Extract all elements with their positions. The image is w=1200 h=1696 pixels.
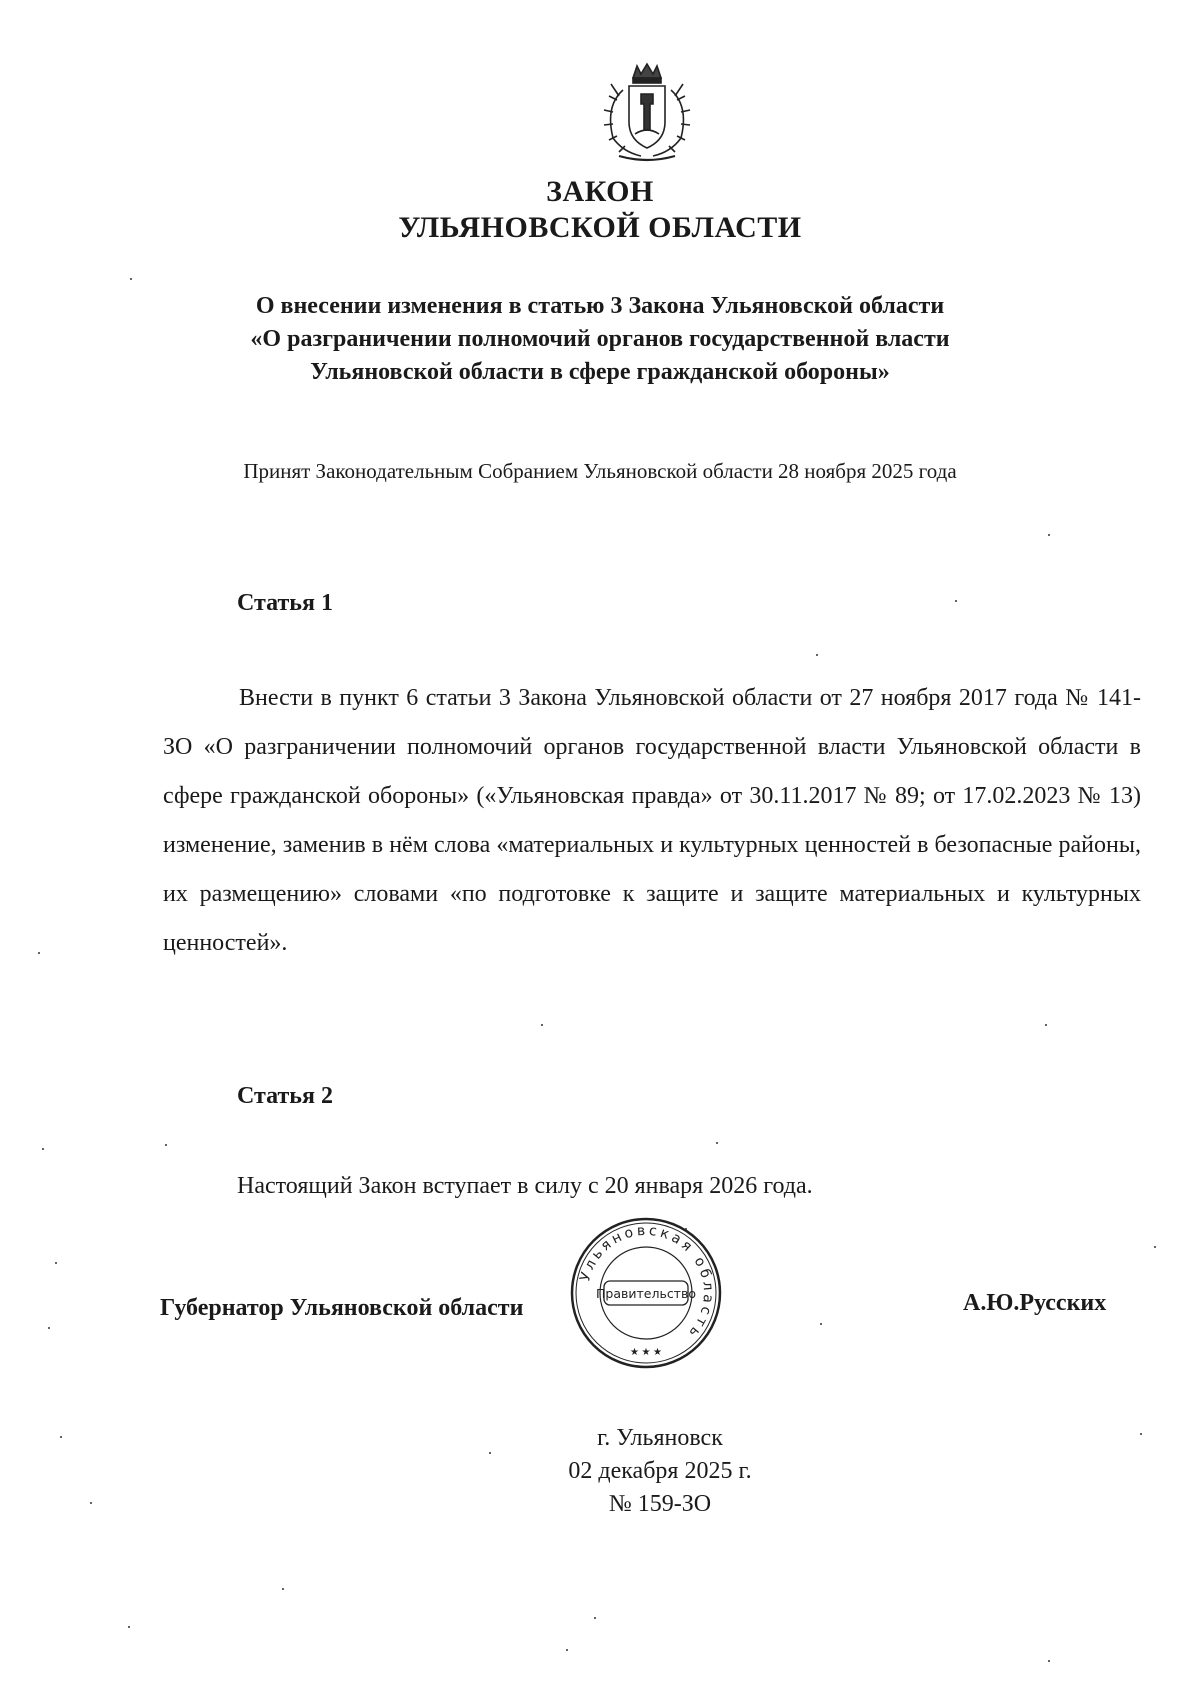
scan-speck	[130, 278, 132, 280]
law-number: № 159-ЗО	[608, 1491, 712, 1517]
city: г. Ульяновск	[597, 1425, 723, 1451]
scan-speck	[42, 1148, 44, 1150]
scan-speck	[1048, 1660, 1050, 1662]
adoption-note: Принят Законодательным Собранием Ульяновской области 28 ноября 2025 года	[243, 459, 957, 483]
scan-speck	[566, 1649, 568, 1651]
article-2-heading: Статья 2	[237, 1083, 333, 1109]
article-2-body: Настоящий Закон вступает в силу с 20 января 2026 года.	[237, 1173, 813, 1199]
scan-speck	[1154, 1246, 1156, 1248]
article-1-heading: Статья 1	[237, 590, 333, 616]
scan-speck	[541, 1024, 543, 1026]
law-title	[0, 174, 1200, 246]
scan-speck	[489, 1452, 491, 1454]
scan-speck	[165, 1144, 167, 1146]
official-seal	[568, 1215, 724, 1371]
article-1-text: Внести в пункт 6 статьи 3 Закона Ульяновской области от 27 ноября 2017 года № 141-ЗО «О разграничении полномочий органов государственной власти Ульяновской области в сфере гражданской обороны» («Ульяновская правда» от 30.11.2017 № 89; от 17.02.2023 № 13) изменение, заменив в нём слова «материальных и культурных ценностей в безопасные районы, их размещению» словами «по подготовке к защите и защите материальных и культурных ценностей».	[163, 685, 1141, 956]
scan-speck	[716, 1142, 718, 1144]
law-title-line1: ЗАКОН	[546, 175, 654, 208]
ulyanovsk-coat-of-arms-icon	[583, 60, 711, 166]
law-subject-line2: «О разграничении полномочий органов государственной власти	[250, 326, 950, 352]
scan-speck	[955, 600, 957, 602]
signatory-name: А.Ю.Русских	[963, 1290, 1107, 1316]
signing-date: 02 декабря 2025 г.	[568, 1458, 752, 1484]
law-subject-line3: Ульяновской области в сфере гражданской обороны»	[310, 359, 890, 385]
scan-speck	[48, 1327, 50, 1329]
scan-speck	[1048, 534, 1050, 536]
scan-speck	[90, 1502, 92, 1504]
place-date-number	[0, 1422, 1200, 1521]
law-subject-line1: О внесении изменения в статью 3 Закона Ульяновской области	[255, 293, 945, 319]
scan-speck	[38, 952, 40, 954]
signatory-title: Губернатор Ульяновской области	[160, 1295, 524, 1321]
scan-speck	[60, 1436, 62, 1438]
scan-speck	[820, 1323, 822, 1325]
scan-speck	[594, 1617, 596, 1619]
scan-speck	[1045, 1024, 1047, 1026]
scan-speck	[55, 1262, 57, 1264]
scan-speck	[685, 1228, 687, 1230]
seal-ring-text: Ульяновская область	[577, 1222, 717, 1343]
scan-speck	[128, 1626, 130, 1628]
article-1-body	[163, 674, 1141, 968]
seal-star-icon: ★ ★ ★	[630, 1347, 662, 1358]
law-subject	[150, 290, 1050, 389]
law-title-line2: УЛЬЯНОВСКОЙ ОБЛАСТИ	[398, 211, 802, 244]
scan-speck	[282, 1588, 284, 1590]
seal-center-text: Правительство	[596, 1286, 696, 1301]
scan-speck	[1140, 1433, 1142, 1435]
scan-speck	[816, 654, 818, 656]
